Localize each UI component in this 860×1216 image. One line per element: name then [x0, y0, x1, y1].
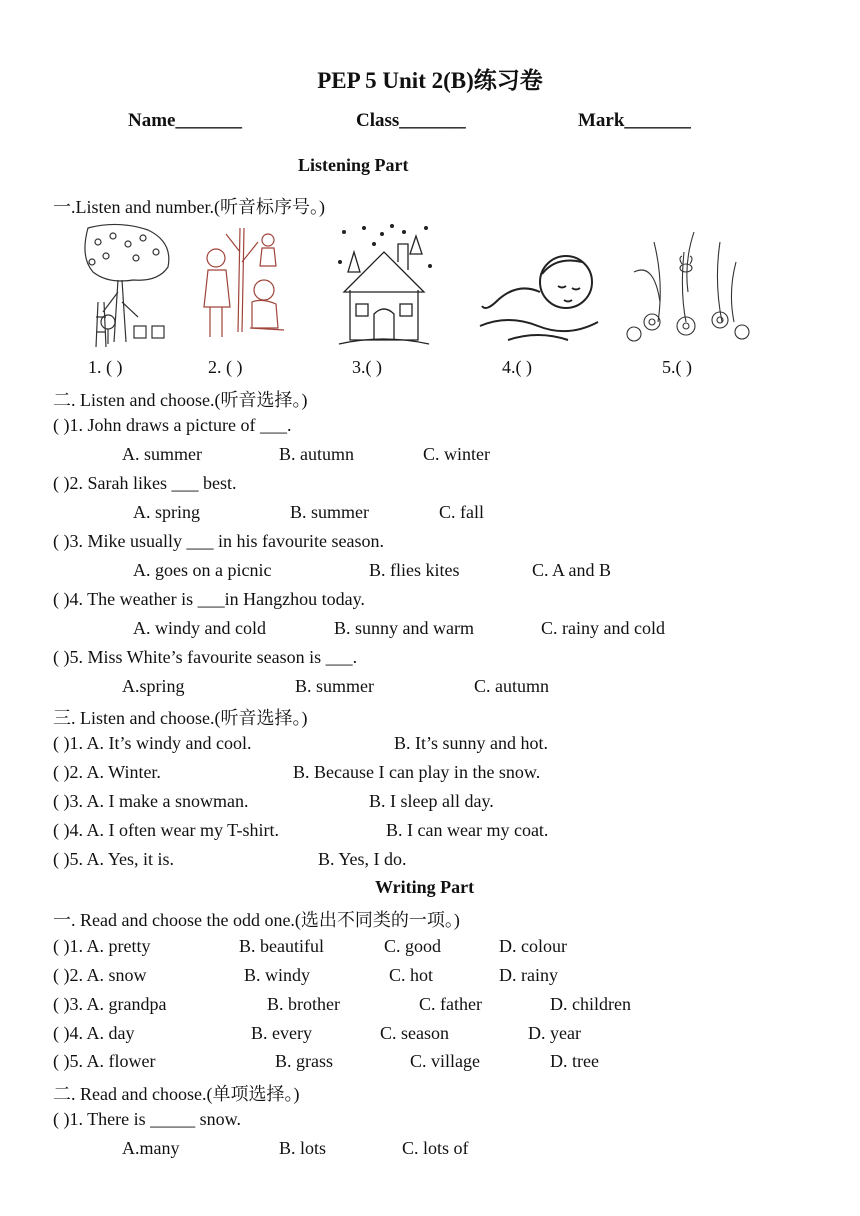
listening-part-heading: Listening Part [298, 155, 409, 175]
question-stem: ( )3. Mike usually ___ in his favourite season. [53, 531, 384, 551]
option: C. A and B [532, 560, 612, 580]
option: B. summer [290, 502, 369, 522]
picture-number-label: 2. ( ) [208, 357, 243, 377]
question-option: ( )5. A. flower [53, 1051, 156, 1071]
option: B. autumn [279, 444, 354, 464]
writing-section2-title: 二. Read and choose.(单项选择。) [53, 1084, 300, 1104]
writing-section1-title: 一. Read and choose the odd one.(选出不同类的一项。) [53, 910, 460, 930]
swimming-boy-image [478, 222, 600, 350]
question-option: B. brother [267, 994, 340, 1014]
question-option: D. children [550, 994, 631, 1014]
question-stem: ( )1. There is _____ snow. [53, 1109, 241, 1129]
question-stem: ( )1. John draws a picture of ___. [53, 415, 292, 435]
question-option: ( )4. A. day [53, 1023, 135, 1043]
question-option-b: B. Because I can play in the snow. [293, 762, 541, 782]
page-title: PEP 5 Unit 2(B)练习卷 [317, 68, 543, 93]
question-option: C. good [384, 936, 442, 956]
question-option-a: ( )5. A. Yes, it is. [53, 849, 175, 869]
tree-picking-fruit-image [78, 222, 178, 350]
question-stem: ( )5. Miss White’s favourite season is ___. [53, 647, 358, 667]
option: C. rainy and cold [541, 618, 665, 638]
option: A. goes on a picnic [133, 560, 272, 580]
question-option-b: B. I can wear my coat. [386, 820, 549, 840]
option: B. flies kites [369, 560, 460, 580]
question-option: C. hot [389, 965, 434, 985]
option: C. autumn [474, 676, 549, 696]
question-option: C. father [419, 994, 482, 1014]
option: C. winter [423, 444, 490, 464]
question-option: B. windy [244, 965, 311, 985]
question-option-b: B. Yes, I do. [318, 849, 407, 869]
question-option: B. every [251, 1023, 312, 1043]
picture-number-label: 1. ( ) [88, 357, 123, 377]
question-option-a: ( )1. A. It’s windy and cool. [53, 733, 252, 753]
mark-field: Mark_______ [578, 110, 691, 131]
picture-number-label: 4.( ) [502, 357, 532, 377]
picture-number-label: 3.( ) [352, 357, 382, 377]
option: C. lots of [402, 1138, 469, 1158]
question-option-a: ( )3. A. I make a snowman. [53, 791, 249, 811]
question-stem: ( )2. Sarah likes ___ best. [53, 473, 237, 493]
question-option-a: ( )2. A. Winter. [53, 762, 161, 782]
option: A.spring [122, 676, 185, 696]
name-field: Name_______ [128, 110, 242, 131]
children-planting-tree-image [196, 222, 288, 350]
question-option: ( )2. A. snow [53, 965, 147, 985]
option: B. lots [279, 1138, 327, 1158]
listening-section3-title: 三. Listen and choose.(听音选择。) [53, 708, 308, 728]
question-option: C. season [380, 1023, 449, 1043]
option: A. spring [133, 502, 200, 522]
question-option-b: B. I sleep all day. [369, 791, 494, 811]
flowers-bee-image [624, 222, 752, 350]
question-option: D. tree [550, 1051, 599, 1071]
question-option: D. rainy [499, 965, 558, 985]
option: A.many [122, 1138, 180, 1158]
option: A. summer [122, 444, 202, 464]
question-option: B. beautiful [239, 936, 324, 956]
question-option: D. colour [499, 936, 567, 956]
option: B. sunny and warm [334, 618, 474, 638]
question-stem: ( )4. The weather is ___in Hangzhou today. [53, 589, 365, 609]
option: C. fall [439, 502, 484, 522]
listening-section1-title: 一.Listen and number.(听音标序号。) [53, 197, 325, 217]
question-option: ( )3. A. grandpa [53, 994, 167, 1014]
picture-number-label: 5.( ) [662, 357, 692, 377]
listening-section2-title: 二. Listen and choose.(听音选择。) [53, 390, 308, 410]
question-option: C. village [410, 1051, 480, 1071]
question-option-a: ( )4. A. I often wear my T-shirt. [53, 820, 279, 840]
class-field: Class_______ [356, 110, 466, 131]
snowy-house-image [334, 222, 434, 350]
option: A. windy and cold [133, 618, 266, 638]
writing-part-heading: Writing Part [375, 877, 475, 897]
question-option: ( )1. A. pretty [53, 936, 151, 956]
question-option: B. grass [275, 1051, 333, 1071]
question-option-b: B. It’s sunny and hot. [394, 733, 549, 753]
option: B. summer [295, 676, 374, 696]
question-option: D. year [528, 1023, 581, 1043]
